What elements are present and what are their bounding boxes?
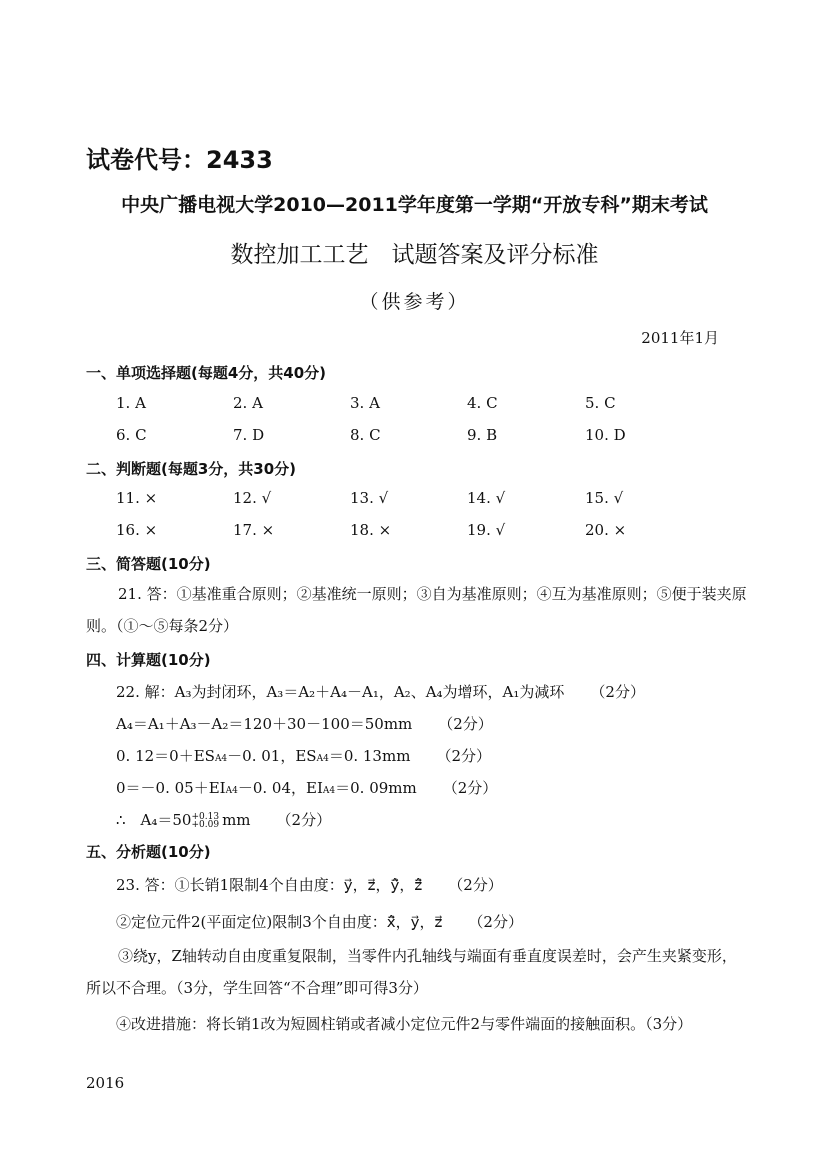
- subtitle: （供参考）: [359, 291, 470, 313]
- exam-date: 2011年1月: [641, 329, 719, 347]
- calc-line-4: 0＝－0. 05＋EIA4－0. 04，EIA4＝0. 09mm （2分）: [116, 779, 498, 797]
- answer-item: 10. D: [585, 426, 626, 444]
- answer-item: 9. B: [467, 426, 498, 444]
- calc-line-5: ∴ A₄＝50+0.13 +0.09 mm （2分）: [116, 811, 332, 830]
- answer-item: 13. √: [350, 489, 389, 507]
- calc-line-1: 22. 解：A₃为封闭环，A₃＝A₂＋A₄－A₁，A₂、A₄为增环，A₁为减环 （2分）: [116, 683, 645, 701]
- answer-item: 1. A: [116, 394, 146, 412]
- answer-item: 12. √: [233, 489, 272, 507]
- analysis-line-2: ②定位元件2(平面定位)限制3个自由度：x⃗̂，y⃗，z⃗ （2分）: [116, 913, 523, 931]
- section-5-heading: 五、分析题(10分): [86, 843, 211, 861]
- answer-item: 11. ×: [116, 489, 158, 507]
- exam-code: 试卷代号：2433: [86, 146, 273, 174]
- answer-item: 7. D: [233, 426, 265, 444]
- exam-header: 中央广播电视大学2010—2011学年度第一学期“开放专科”期末考试: [121, 194, 708, 216]
- tolerance: +0.13 +0.09: [191, 812, 220, 830]
- page-number: 2016: [86, 1074, 125, 1092]
- score-label: （2分）: [442, 779, 498, 797]
- answer-item: 14. √: [467, 489, 506, 507]
- answer-item: 6. C: [116, 426, 147, 444]
- section-3-heading: 三、简答题(10分): [86, 555, 211, 573]
- answer-item: 18. ×: [350, 521, 392, 539]
- score-label: （2分）: [590, 683, 645, 701]
- answer-item: 17. ×: [233, 521, 275, 539]
- answer-row: [0, 521, 829, 545]
- score-label: （2分）: [468, 913, 523, 931]
- answer-row: [0, 426, 829, 450]
- score-label: （2分）: [436, 747, 491, 765]
- short-answer-text: 21. 答：①基准重合原则；②基准统一原则；③自为基准原则；④互为基准原则；⑤便于装夹原则。（①～⑤每条2分）: [86, 585, 747, 635]
- analysis-line-1: 23. 答：①长销1限制4个自由度：y⃗，z⃗，y⃗̂，z⃗̂ （2分）: [116, 876, 503, 894]
- answer-item: 20. ×: [585, 521, 627, 539]
- answer-item: 2. A: [233, 394, 263, 412]
- analysis-line-3: ③绕y，Z轴转动自由度重复限制，当零件内孔轴线与端面有垂直度误差时，会产生夹紧变形，所以不合理。（3分，学生回答“不合理”即可得3分）: [86, 947, 737, 997]
- page-title: 数控加工工艺 试题答案及评分标准: [230, 242, 599, 268]
- analysis-line-4: ④改进措施：将长销1改为短圆柱销或者减小定位元件2与零件端面的接触面积。（3分）: [116, 1015, 693, 1033]
- score-label: （2分）: [276, 811, 332, 829]
- score-label: （2分）: [448, 876, 503, 894]
- calc-line-3: 0. 12＝0＋ESA4－0. 01，ESA4＝0. 13mm （2分）: [116, 747, 491, 765]
- answer-item: 8. C: [350, 426, 381, 444]
- answer-row: [0, 394, 829, 418]
- answer-item: 4. C: [467, 394, 498, 412]
- answer-item: 15. √: [585, 489, 624, 507]
- answer-row: [0, 489, 829, 513]
- section-4-heading: 四、计算题(10分): [86, 651, 211, 669]
- answer-item: 19. √: [467, 521, 506, 539]
- answer-item: 16. ×: [116, 521, 158, 539]
- section-1-heading: 一、单项选择题(每题4分，共40分): [86, 364, 327, 382]
- score-label: （2分）: [438, 715, 493, 733]
- section-2-heading: 二、判断题(每题3分，共30分): [86, 460, 297, 478]
- answer-item: 5. C: [585, 394, 616, 412]
- calc-line-2: A₄＝A₁＋A₃－A₂＝120＋30－100＝50mm （2分）: [116, 715, 493, 733]
- answer-item: 3. A: [350, 394, 380, 412]
